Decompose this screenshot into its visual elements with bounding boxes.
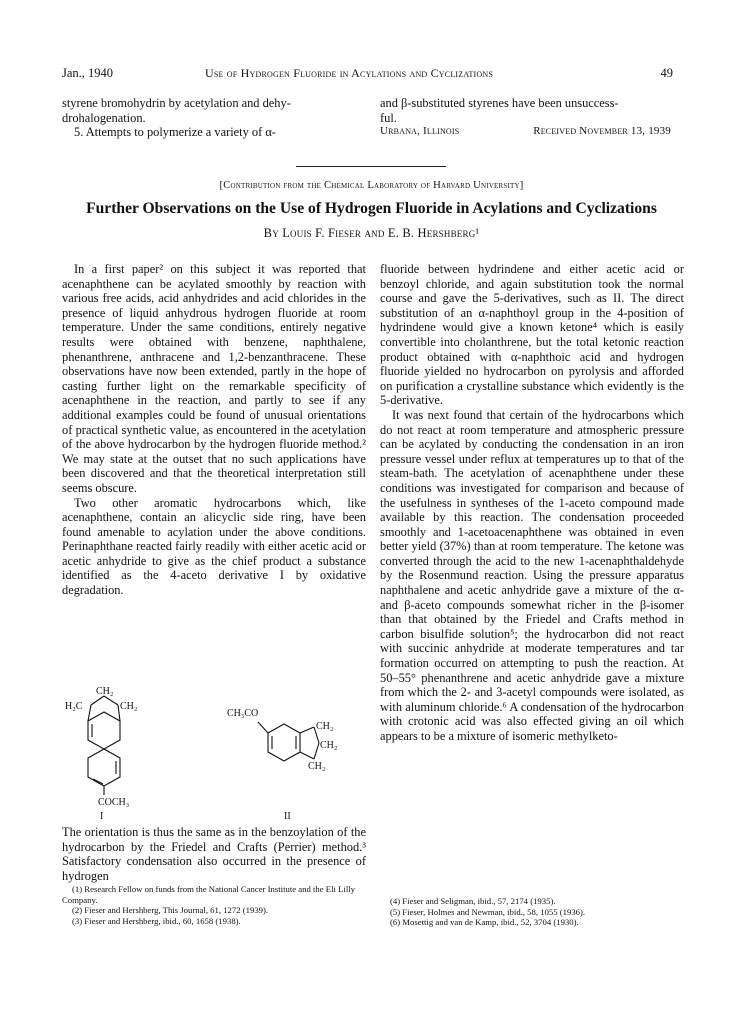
top-left-line-2: drohalogenation. — [62, 110, 146, 125]
running-title: Use of Hydrogen Fluoride in Acylations and Cyclizations — [205, 66, 494, 80]
top-left-line-1: styrene bromohydrin by acetylation and dehy- — [62, 96, 291, 110]
footnote-2: (2) Fieser and Hershberg, This Journal, 61, 1272 (1939). — [72, 905, 269, 916]
structure-ii-ch2-1: CH₂ — [316, 721, 334, 732]
left-paragraph-2: Two other aromatic hydrocarbons which, like acenaphthene, contain an alicyclic side ring, have been found amenable to acylation under the above conditions. Perinaphthane reacted fairly readily with either acetic acid or acetic anhydride to give as the chief product a substance identified as the 4-aceto derivative I by oxidative degradation. — [62, 495, 366, 598]
structure-i-left-ch2: H₂C — [65, 701, 83, 712]
footnote-4: (4) Fieser and Seligman, ibid., 57, 2174 (1935). — [390, 896, 556, 906]
footnotes-left — [62, 884, 366, 926]
structure-ii-acetyl: CH₃CO — [227, 708, 259, 719]
chemical-structures — [62, 684, 366, 822]
top-left-text — [62, 96, 366, 140]
top-right-line-2: ful. — [380, 110, 397, 125]
structure-i-top-ch2: CH₂ — [96, 686, 114, 697]
contribution-line: [Contribution from the Chemical Laboratory of Harvard University] — [219, 180, 524, 191]
right-paragraph-2: It was next found that certain of the hydrocarbons which do not react at room temperature and atmospheric pressure can be acylated by conducting the condensation in an iron pressure vessel under reflux at temperatures up to that of the steam-bath. The acetylation of acenaphthene under these conditions was investigated for comparison and because of the usefulness in syntheses of the 1-aceto compound made available by this reaction. The condensation proceeded smoothly and 1-acetoacenaphthene was obtained in even better yield (37%) than at room temperature. The ketone was converted through the acid to the new 1-acenaphthaldehyde by the Rosenmund reaction. Using the pressure apparatus naphthalene and acetic anhydride gave a mixture of the α- and β-aceto compounds somewhat richer in the β-isomer than that obtained by the Friedel and Crafts method in carbon bisulfide solution⁵; the hydrocarbon did not react with succinic anhydride at moderate temperatures and tar formation occurred on attempting to push the reaction. At 50–55° phenanthrene and acetic anhydride gave a mixture from which the 2- and 3-acetyl compounds were isolated, as with aluminum chloride.⁶ A condensation of the hydrocarbon with crotonic acid was also effected giving an oil which appears to be a mixture of isomeric methylketo- — [380, 407, 684, 743]
structure-ii-label: II — [284, 811, 291, 822]
structure-i-right-ch2: CH₂ — [120, 701, 138, 712]
left-column-lower — [62, 825, 366, 883]
section-divider — [296, 166, 446, 167]
byline: By Louis F. Fieser and E. B. Hershberg¹ — [263, 226, 480, 240]
right-column — [380, 262, 684, 744]
structure-ii-ch2-2: CH₂ — [320, 740, 338, 751]
header-date: Jan., 1940 — [62, 66, 114, 80]
top-right-text — [380, 96, 684, 125]
footnote-1: (1) Research Fellow on funds from the National Cancer Institute and the Eli Lilly Company. — [62, 884, 355, 905]
page-number: 49 — [660, 66, 673, 80]
left-column-upper — [62, 262, 366, 598]
footnotes-right — [380, 896, 684, 928]
structure-ii-bonds — [258, 722, 319, 761]
structure-i-bonds — [88, 696, 120, 795]
footnote-3: (3) Fieser and Hershberg, ibid., 60, 1658 (1938). — [72, 915, 241, 926]
footnote-5: (5) Fieser, Holmes and Newman, ibid., 58, 1055 (1936). — [390, 906, 586, 917]
footnote-6: (6) Mosettig and van de Kamp, ibid., 52, 3704 (1930). — [390, 917, 579, 928]
top-left-line-3: 5. Attempts to polymerize a variety of α- — [74, 125, 276, 140]
structure-i-coch3: COCH₃ — [98, 797, 130, 808]
structure-i-label: I — [100, 811, 104, 822]
left-paragraph-1: In a first paper² on this subject it was reported that acenaphthene can be acylated smoothly by reaction with various free acids, acid anhydrides and acid chlorides in the presence of liquid anhydrous hydrogen fluoride at room temperature. Under the same conditions, entirely negative results were obtained with benzene, naphthalene, phenanthrene, anthracene and 1,2-benzanthracene. These observations have now been extended, partly in the hope of casting further light on the remarkable specificity of acenaphthene in the reaction, and partly to see if any additional examples could be found of unusual orientations of practical synthetic value, as encountered in the acetylation of the above hydrocarbon by the hydrogen fluoride method.² We may state at the outset that no such applications have been discovered and that the theoretical interpretation still seems obscure. — [62, 262, 366, 495]
received-date: Received November 13, 1939 — [533, 125, 671, 137]
left-paragraph-3: The orientation is thus the same as in the benzoylation of the hydrocarbon by the Friedel and Crafts (Perrier) method.³ Satisfactory condensation also occurred in the presence of hydrogen — [62, 825, 366, 883]
right-paragraph-1: fluoride between hydrindene and either acetic acid or benzoyl chloride, and again substitution took the normal course and gave the 5-derivatives, such as II. The direct substitution of an α-naphthoyl group in the 4-position of hydrindene would give a known ketone⁴ which is easily convertible into cholanthrene, but the total ketonic reaction product obtained with α-naphthoic acid and hydrogen fluoride yielded no hydrocarbon on pyrolysis and afforded on purification a crystalline substance which evidently is the 5-derivative. — [380, 262, 684, 408]
structure-ii-ch2-3: CH₂ — [308, 761, 326, 772]
top-right-line-1: and β-substituted styrenes have been unsuccess- — [380, 96, 619, 110]
article-title: Further Observations on the Use of Hydrogen Fluoride in Acylations and Cyclizations — [86, 200, 657, 217]
location: Urbana, Illinois — [380, 125, 460, 137]
